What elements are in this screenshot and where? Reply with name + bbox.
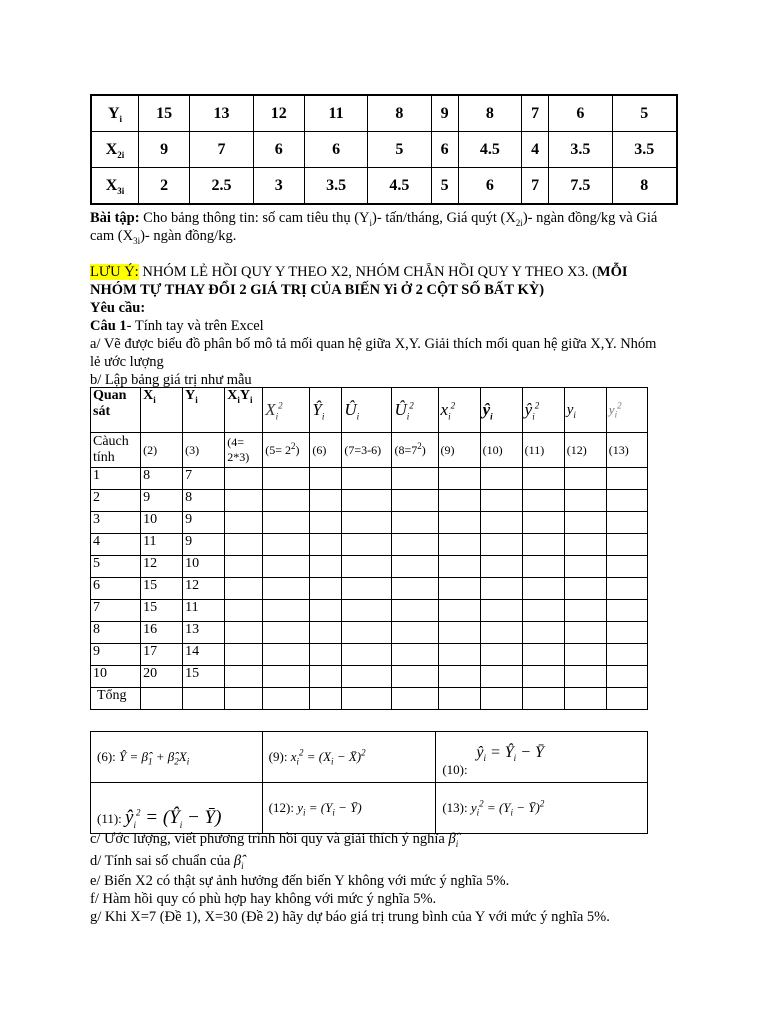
table-cell-x: 9: [141, 490, 183, 512]
table-cell: 3.5: [612, 132, 677, 168]
question-1-text: - Tính tay và trên Excel: [126, 318, 264, 334]
empty-cell: [183, 688, 225, 710]
table-cell: 5: [368, 132, 431, 168]
empty-cell: [342, 490, 392, 512]
empty-cell: [438, 512, 480, 534]
table-cell: 6: [549, 95, 612, 132]
table-row: [91, 534, 648, 556]
table-cell: 12: [253, 95, 304, 132]
table-cell-obs: 7: [91, 600, 141, 622]
empty-cell: [263, 468, 310, 490]
empty-cell: [480, 688, 522, 710]
empty-cell: [522, 688, 564, 710]
empty-cell: [564, 666, 606, 688]
exercise-text-2: )- tấn/tháng, Giá quýt (X: [372, 210, 516, 226]
table-cell: 7: [190, 132, 253, 168]
empty-cell: [342, 534, 392, 556]
empty-cell: [392, 600, 438, 622]
cach-tinh-cell: [141, 433, 183, 468]
empty-cell: [225, 600, 263, 622]
cach-tinh-text: (4= 2*3): [227, 435, 250, 464]
total-row: [91, 688, 648, 710]
table-cell-x: 11: [141, 534, 183, 556]
table-cell-y: 13: [183, 622, 225, 644]
empty-cell: [522, 490, 564, 512]
row-header-sub: i: [119, 113, 123, 124]
empty-cell: [225, 666, 263, 688]
table-cell-x: 12: [141, 556, 183, 578]
top-table-row: [91, 168, 677, 205]
empty-cell: [564, 468, 606, 490]
empty-cell: [606, 468, 647, 490]
cach-tinh-text: (5= 2: [265, 442, 292, 457]
cach-tinh-cell: [480, 433, 522, 468]
empty-cell: [342, 512, 392, 534]
header-yi-sub: i: [195, 394, 198, 405]
cach-tinh-text: (6): [312, 442, 327, 457]
table-cell-obs: 3: [91, 512, 141, 534]
empty-cell: [225, 578, 263, 600]
exercise-text-1: Cho bảng thông tin: số cam tiêu thụ (Y: [139, 210, 370, 226]
empty-cell: [564, 556, 606, 578]
empty-cell: [606, 556, 647, 578]
cach-tinh-label: Càuch tính: [91, 433, 141, 468]
table-cell-y: 9: [183, 534, 225, 556]
empty-cell: [480, 644, 522, 666]
cach-tinh-cell: [342, 433, 392, 468]
note-bold-text: MỖI NHÓM TỰ THAY ĐỔI 2 GIÁ TRỊ CỦA BIẾN Yi Ở 2 CỘT SỐ BẤT KỲ): [90, 264, 628, 298]
formula-10: $ŷ_i$ = $Ŷ_i$ − Ȳ (10):: [436, 732, 648, 783]
table-cell: 5: [431, 168, 458, 205]
cach-tinh-cell: [564, 433, 606, 468]
table-cell: 3: [253, 168, 304, 205]
cach-tinh-cell: [606, 433, 647, 468]
table-cell: 11: [304, 95, 367, 132]
empty-cell: [263, 512, 310, 534]
empty-cell: [522, 512, 564, 534]
close-paren: ): [421, 442, 426, 457]
table-cell: 6: [253, 132, 304, 168]
cach-tinh-text: (7=3-6): [344, 442, 382, 457]
empty-cell: [392, 578, 438, 600]
empty-cell: [564, 688, 606, 710]
empty-cell: [310, 512, 342, 534]
empty-cell: [263, 490, 310, 512]
row-header-label: X: [105, 140, 118, 158]
empty-cell: [225, 556, 263, 578]
table-row: [91, 490, 648, 512]
table-cell: 15: [139, 95, 190, 132]
empty-cell: [263, 600, 310, 622]
requirements-label: Yêu cầu:: [90, 300, 146, 316]
item-b: b/ Lập bảng giá trị như mẫu: [90, 372, 252, 388]
cach-tinh-row: [91, 433, 648, 468]
empty-cell: [564, 644, 606, 666]
empty-cell: [564, 622, 606, 644]
table-cell: 3.5: [304, 168, 367, 205]
header-xi: [141, 388, 183, 433]
empty-cell: [225, 688, 263, 710]
table-cell-x: 15: [141, 578, 183, 600]
empty-cell: [480, 556, 522, 578]
empty-cell: [606, 578, 647, 600]
header-yi-lower-hat-squared: $ŷ_i^2$: [522, 388, 564, 433]
empty-cell: [342, 688, 392, 710]
empty-cell: [438, 490, 480, 512]
table-cell: 4.5: [368, 168, 431, 205]
row-header: [91, 95, 139, 132]
item-c-text: c/ Ước lượng, viết phương trình hồi quy và giải thích ý nghĩa: [90, 831, 445, 847]
empty-cell: [522, 666, 564, 688]
header-yi-lower-squared: $y_i^2$: [606, 388, 647, 433]
cach-tinh-text: (9): [440, 442, 455, 457]
cach-tinh-text: (2): [143, 442, 158, 457]
empty-cell: [141, 688, 183, 710]
empty-cell: [606, 512, 647, 534]
table-cell: 7: [522, 168, 549, 205]
empty-cell: [310, 468, 342, 490]
empty-cell: [606, 600, 647, 622]
empty-cell: [522, 578, 564, 600]
total-label: Tổng: [91, 688, 141, 710]
table-cell-obs: 2: [91, 490, 141, 512]
data-table-top: [90, 94, 678, 205]
table-cell: 6: [304, 132, 367, 168]
empty-cell: [480, 578, 522, 600]
cach-tinh-cell: [183, 433, 225, 468]
close-paren: ): [295, 442, 300, 457]
empty-cell: [438, 600, 480, 622]
table-row: [91, 666, 648, 688]
empty-cell: [263, 534, 310, 556]
header-yi: [183, 388, 225, 433]
table-cell: 2: [139, 168, 190, 205]
empty-cell: [438, 622, 480, 644]
empty-cell: [263, 578, 310, 600]
sub-x3i: 3i: [133, 235, 141, 246]
empty-cell: [310, 688, 342, 710]
formula-6-label: (6):: [97, 749, 116, 764]
formula-9-label: (9):: [268, 749, 288, 764]
exercise-text-4: )- ngàn đồng/kg.: [140, 228, 237, 244]
table-cell-y: 9: [183, 512, 225, 534]
table-row: [91, 600, 648, 622]
table-cell: 7: [522, 95, 549, 132]
empty-cell: [225, 490, 263, 512]
empty-cell: [310, 600, 342, 622]
empty-cell: [392, 622, 438, 644]
note-label: LƯU Ý:: [90, 264, 139, 280]
table-cell-y: 7: [183, 468, 225, 490]
table-cell: 4: [522, 132, 549, 168]
exercise-paragraph: [90, 209, 670, 245]
top-table-row: [91, 95, 677, 132]
item-d-text: d/ Tính sai số chuẩn của: [90, 853, 231, 869]
empty-cell: [438, 556, 480, 578]
empty-cell: [522, 644, 564, 666]
table-cell: 3.5: [549, 132, 612, 168]
table-cell: 5: [612, 95, 677, 132]
empty-cell: [263, 622, 310, 644]
values-table: [90, 387, 648, 710]
row-header-label: Y: [107, 104, 120, 122]
cach-tinh-cell: [438, 433, 480, 468]
table-cell: 6: [431, 132, 458, 168]
item-a: a/ Vẽ được biểu đồ phân bố mô tả mối quan hệ giữa X,Y. Giải thích mối quan hệ giữa X,Y. Nhóm lẻ ước lượng: [90, 336, 657, 370]
item-e: e/ Biến X2 có thật sự ảnh hưởng đến biến Y không với mức ý nghĩa 5%.: [90, 873, 510, 889]
formula-12-label: (12):: [268, 800, 294, 815]
header-ui-hat-squared: $Û_i^2$: [392, 388, 438, 433]
empty-cell: [392, 490, 438, 512]
cach-tinh-text: (12): [566, 442, 587, 457]
item-c: c/ Ước lượng, viết phương trình hồi quy và giải thích ý nghĩa $\betâ_i$: [90, 831, 459, 849]
empty-cell: [342, 644, 392, 666]
note-text: NHÓM LẺ HỒI QUY Y THEO X2, NHÓM CHẴN HỒI QUY Y THEO X3. (: [138, 264, 597, 280]
empty-cell: [564, 490, 606, 512]
table-cell-obs: 5: [91, 556, 141, 578]
empty-cell: [564, 534, 606, 556]
item-g: g/ Khi X=7 (Đề 1), X=30 (Đề 2) hãy dự báo giá trị trung bình của Y với mức ý nghĩa 5%.: [90, 909, 610, 925]
empty-cell: [392, 688, 438, 710]
table-cell: 7.5: [549, 168, 612, 205]
cach-tinh-cell: [522, 433, 564, 468]
header-xi-sub: i: [153, 394, 156, 405]
empty-cell: [342, 622, 392, 644]
empty-cell: [438, 534, 480, 556]
table-row: [91, 512, 648, 534]
empty-cell: [310, 556, 342, 578]
header-xi-squared: $X_i^2$: [263, 388, 310, 433]
empty-cell: [480, 490, 522, 512]
cach-tinh-text: (8=7: [394, 442, 418, 457]
table-cell-x: 16: [141, 622, 183, 644]
empty-cell: [310, 622, 342, 644]
empty-cell: [480, 534, 522, 556]
empty-cell: [606, 688, 647, 710]
empty-cell: [522, 622, 564, 644]
item-d: d/ Tính sai số chuẩn của $\betâ_i$: [90, 853, 244, 871]
cach-tinh-text: (10): [482, 442, 503, 457]
empty-cell: [522, 600, 564, 622]
empty-cell: [225, 468, 263, 490]
table-cell: 13: [190, 95, 253, 132]
table-cell-x: 10: [141, 512, 183, 534]
empty-cell: [606, 666, 647, 688]
empty-cell: [522, 534, 564, 556]
table-row: [91, 622, 648, 644]
table-cell-obs: 8: [91, 622, 141, 644]
table-cell-y: 8: [183, 490, 225, 512]
table-cell: 2.5: [190, 168, 253, 205]
row-header-sub: 2i: [117, 149, 125, 160]
empty-cell: [564, 600, 606, 622]
table-row: [91, 468, 648, 490]
cach-tinh-text: (11): [524, 442, 545, 457]
table-cell-obs: 10: [91, 666, 141, 688]
empty-cell: [342, 600, 392, 622]
formula-9: (9): $x_i^2 = (X_i$ − X̄)$^2$: [262, 732, 436, 783]
formula-11-label: (11):: [97, 811, 122, 826]
table-cell-x: 20: [141, 666, 183, 688]
empty-cell: [522, 556, 564, 578]
empty-cell: [480, 468, 522, 490]
cach-tinh-cell: [225, 433, 263, 468]
empty-cell: [438, 644, 480, 666]
row-header: [91, 168, 139, 205]
empty-cell: [480, 512, 522, 534]
table-cell: 8: [612, 168, 677, 205]
sub-yi: i: [369, 217, 373, 228]
question-1-label: Câu 1: [90, 318, 127, 334]
table-cell-y: 10: [183, 556, 225, 578]
cach-tinh-cell: [392, 433, 438, 468]
empty-cell: [342, 556, 392, 578]
empty-cell: [310, 490, 342, 512]
empty-cell: [606, 534, 647, 556]
empty-cell: [310, 666, 342, 688]
header-xi-label: X: [143, 388, 154, 403]
empty-cell: [480, 666, 522, 688]
superscript-two: 2: [291, 440, 296, 451]
row-header-label: X: [105, 176, 118, 194]
table-cell: 4.5: [458, 132, 521, 168]
empty-cell: [263, 666, 310, 688]
header-xiyi-x: X: [227, 388, 238, 403]
empty-cell: [310, 644, 342, 666]
empty-cell: [606, 490, 647, 512]
top-table-row: [91, 132, 677, 168]
header-quan-sat: [91, 388, 141, 433]
empty-cell: [564, 512, 606, 534]
empty-cell: [392, 556, 438, 578]
table-cell-x: 15: [141, 600, 183, 622]
empty-cell: [564, 578, 606, 600]
table-cell: 9: [431, 95, 458, 132]
empty-cell: [225, 512, 263, 534]
table-row: [91, 578, 648, 600]
empty-cell: [225, 644, 263, 666]
header-xi-lower-squared: $x_i^2$: [438, 388, 480, 433]
note-paragraph: [90, 263, 670, 299]
header-ui-hat: $Û_i$: [342, 388, 392, 433]
row-header-sub: 3i: [117, 185, 125, 196]
empty-cell: [392, 468, 438, 490]
formula-12: (12): $y_i = (Y_i$ − Ȳ): [262, 783, 436, 834]
table-row: [91, 644, 648, 666]
question-1: [90, 317, 670, 335]
empty-cell: [438, 688, 480, 710]
table-cell-x: 17: [141, 644, 183, 666]
table-cell: 6: [458, 168, 521, 205]
cach-tinh-cell: [310, 433, 342, 468]
header-yi-label: Y: [185, 388, 196, 403]
empty-cell: [263, 688, 310, 710]
empty-cell: [225, 622, 263, 644]
item-f: f/ Hàm hồi quy có phù hợp hay không với mức ý nghĩa 5%.: [90, 891, 437, 907]
header-xiyi-y: Y: [239, 388, 250, 403]
header-xiyi: [225, 388, 263, 433]
table-cell-obs: 6: [91, 578, 141, 600]
empty-cell: [310, 534, 342, 556]
table-cell-y: 15: [183, 666, 225, 688]
table-cell-y: 12: [183, 578, 225, 600]
cach-tinh-text: (3): [185, 442, 200, 457]
header-xiyi-xsub: i: [237, 394, 240, 405]
exercise-text-3: )- ngàn đồng/kg và Giá cam (X: [90, 210, 658, 244]
header-yi-lower-hat: $ŷ_i$: [480, 388, 522, 433]
row-header: [91, 132, 139, 168]
empty-cell: [342, 468, 392, 490]
header-row: [91, 388, 648, 433]
superscript-two: 2: [417, 440, 422, 451]
table-cell-obs: 1: [91, 468, 141, 490]
empty-cell: [438, 578, 480, 600]
sub-x2i: 2i: [515, 217, 523, 228]
requirements-heading: [90, 299, 670, 317]
header-yi-lower: $y_i$: [564, 388, 606, 433]
header-xiyi-ysub: i: [249, 394, 253, 405]
table-cell-x: 8: [141, 468, 183, 490]
formula-10-label: (10):: [442, 762, 468, 777]
cach-tinh-cell: [263, 433, 310, 468]
empty-cell: [342, 666, 392, 688]
exercise-label: Bài tập:: [90, 210, 140, 226]
table-cell-obs: 4: [91, 534, 141, 556]
formula-6: (6): Ŷ = $\betâ_1$ + $\betâ_2X_i$: [91, 732, 263, 783]
table-cell: 9: [139, 132, 190, 168]
empty-cell: [392, 534, 438, 556]
empty-cell: [225, 534, 263, 556]
empty-cell: [606, 622, 647, 644]
empty-cell: [310, 578, 342, 600]
formula-13: (13): $y_i^2 = (Y_i$ − Ȳ)$^2$: [436, 783, 648, 834]
table-cell-y: 11: [183, 600, 225, 622]
formula-13-label: (13):: [442, 800, 468, 815]
empty-cell: [606, 644, 647, 666]
empty-cell: [438, 468, 480, 490]
empty-cell: [392, 644, 438, 666]
table-cell: 8: [458, 95, 521, 132]
empty-cell: [392, 666, 438, 688]
empty-cell: [522, 468, 564, 490]
header-yi-hat: $Ŷ_i$: [310, 388, 342, 433]
formula-11: (11): $ŷ_i^2$ = ($Ŷ_i$ − Ȳ): [91, 783, 263, 834]
empty-cell: [480, 600, 522, 622]
table-cell-obs: 9: [91, 644, 141, 666]
empty-cell: [342, 578, 392, 600]
empty-cell: [438, 666, 480, 688]
empty-cell: [263, 644, 310, 666]
cach-tinh-text: (13): [608, 442, 629, 457]
empty-cell: [392, 512, 438, 534]
header-quan-sat-label: Quan sát: [93, 388, 127, 419]
table-cell-y: 14: [183, 644, 225, 666]
formula-table: [90, 731, 648, 834]
table-cell: 8: [368, 95, 431, 132]
empty-cell: [263, 556, 310, 578]
empty-cell: [480, 622, 522, 644]
table-row: [91, 556, 648, 578]
